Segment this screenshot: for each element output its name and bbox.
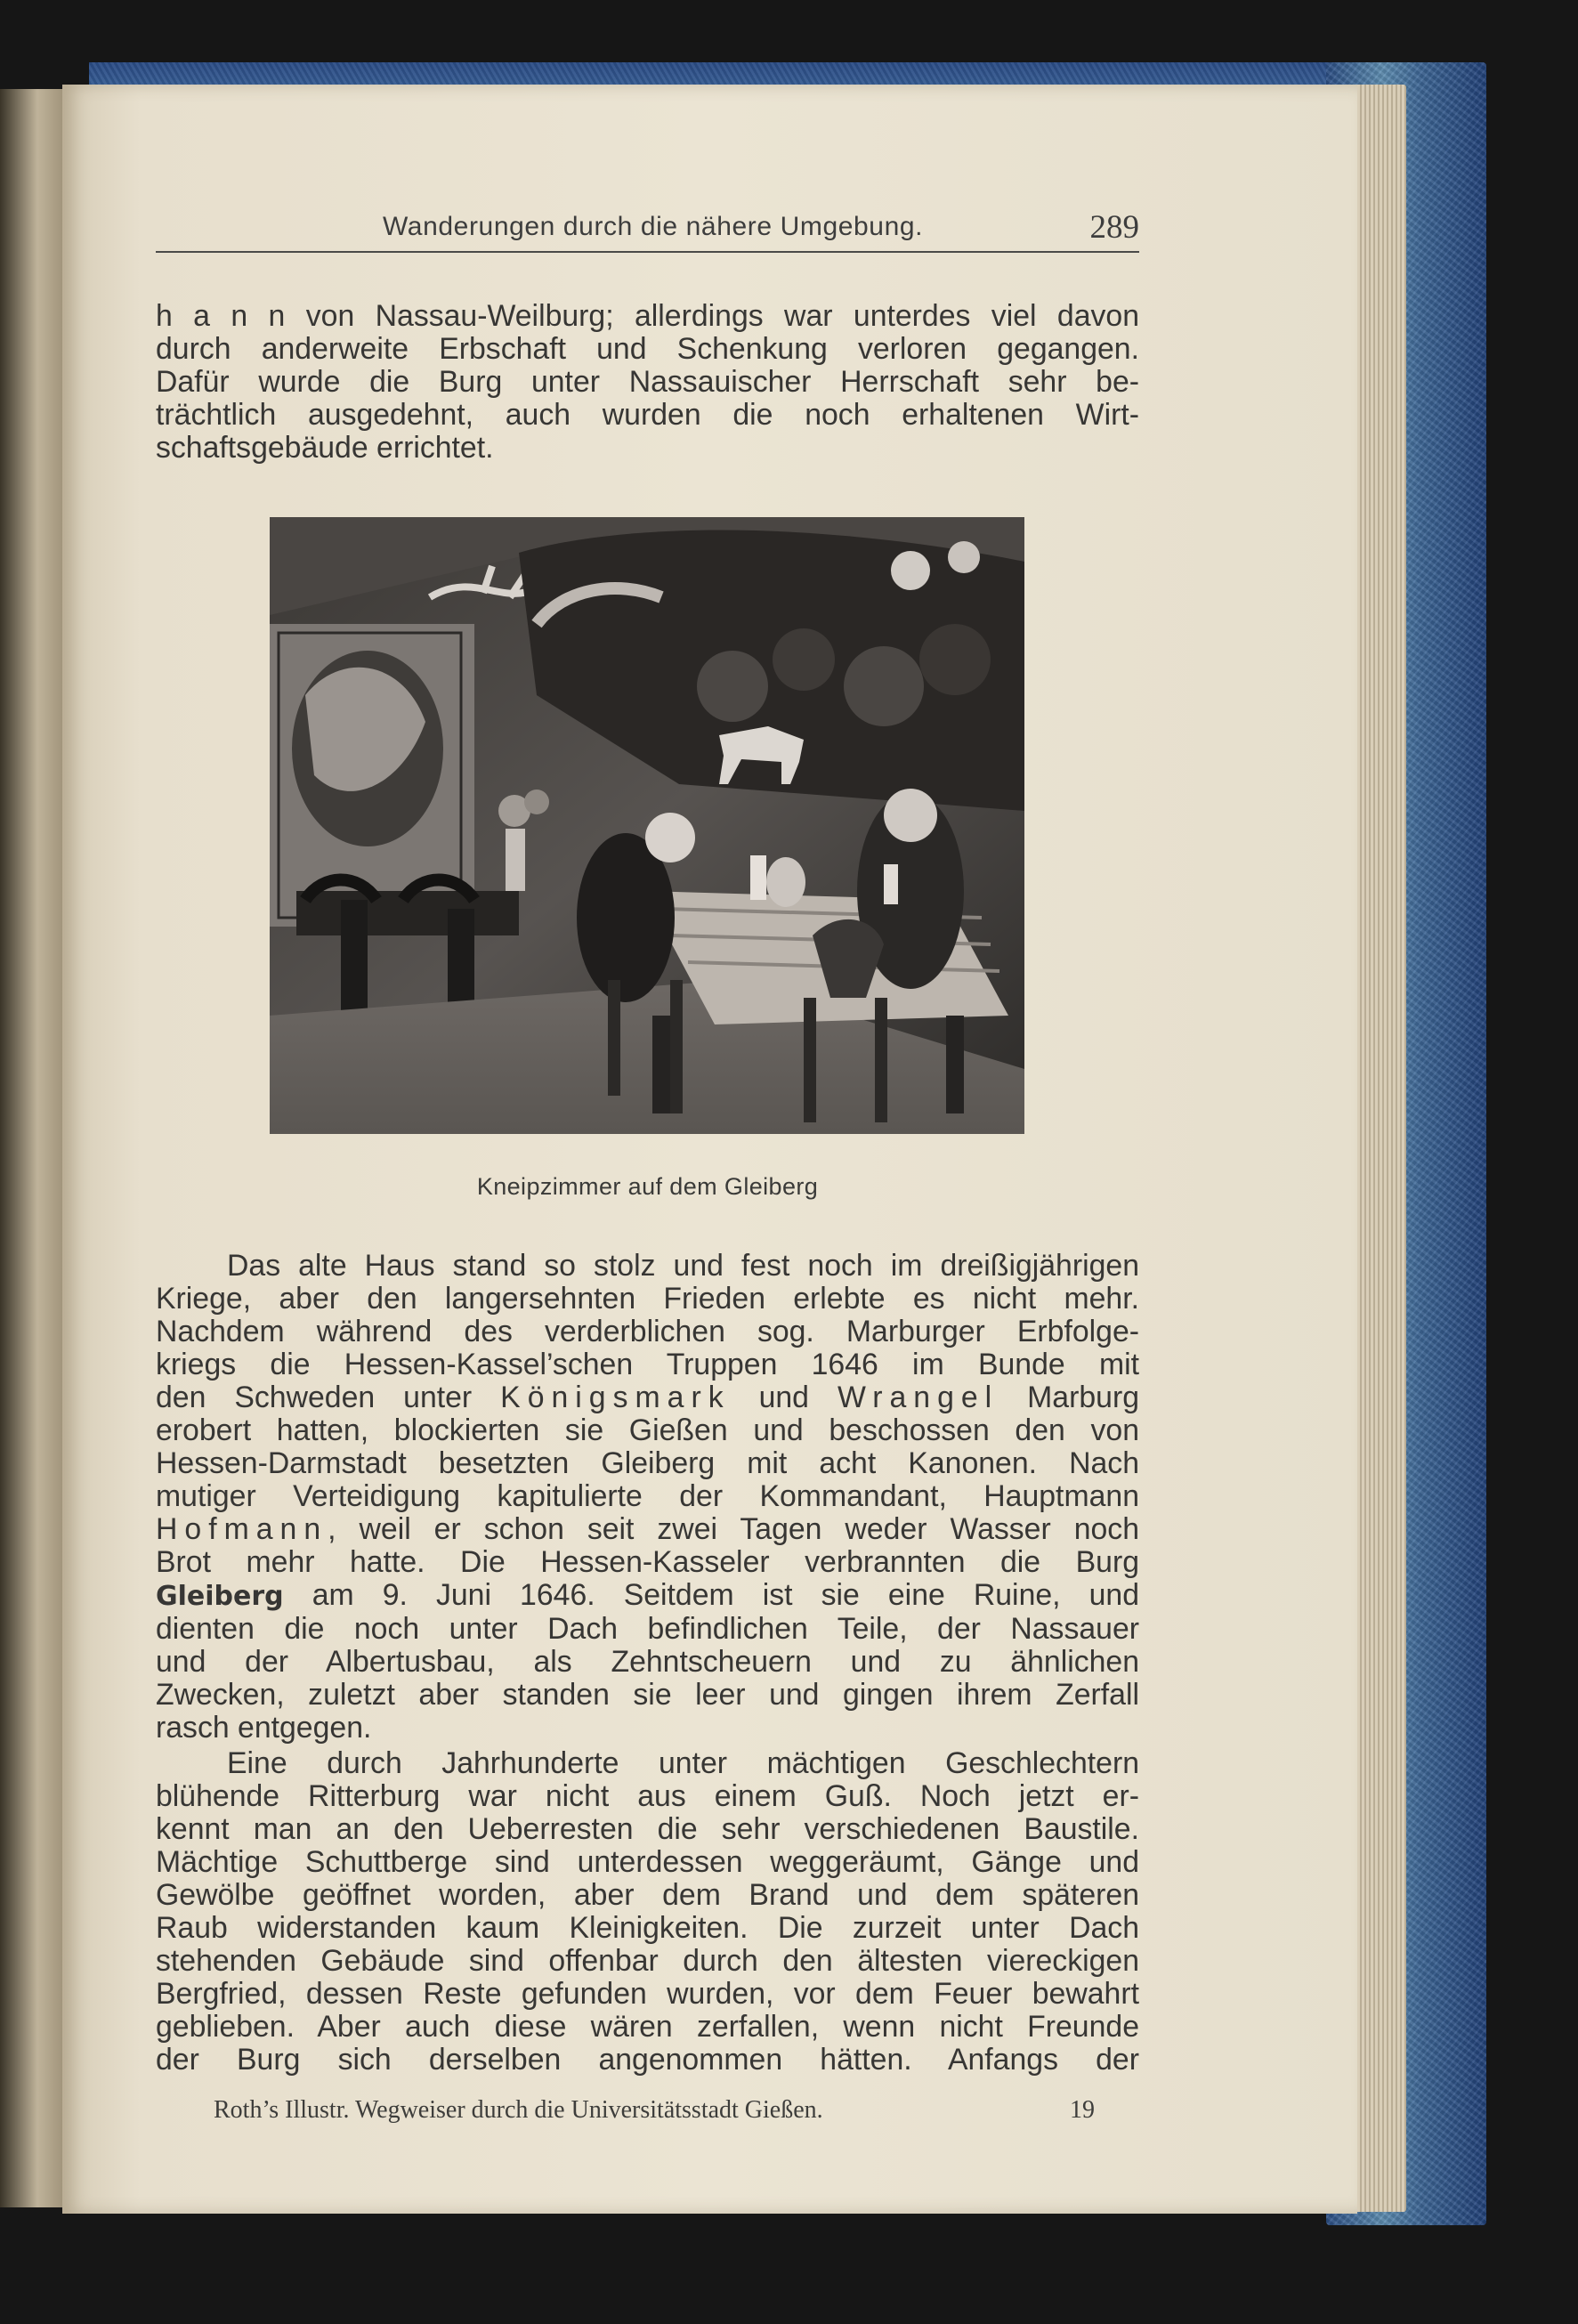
text-line: Bergfried, dessen Reste gefunden wurden, vor dem Feuer bewahrt <box>156 1977 1139 2011</box>
name-wrangel: Wrangel <box>837 1381 999 1414</box>
text-line: erobert hatten, blockierten sie Gießen und beschossen den von <box>156 1413 1139 1447</box>
text-line: Eine durch Jahrhunderte unter mächtigen Geschlechtern <box>227 1746 1139 1780</box>
text-fragment: und <box>758 1381 809 1414</box>
text-line: der Burg sich derselben angenommen hätten. Anfangs der <box>156 2043 1139 2077</box>
name-hofmann: Hofmann <box>156 1512 328 1546</box>
text-line: und der Albertusbau, als Zehntscheuern und zu ähnlichen <box>156 1645 1139 1679</box>
text-line: stehenden Gebäude sind offenbar durch den ältesten viereckigen <box>156 1944 1139 1978</box>
footer-signature-number: 19 <box>1070 2096 1095 2124</box>
facing-page-edge <box>0 89 62 2207</box>
text-line: dienten die noch unter Dach befindlichen Teile, der Nassauer <box>156 1612 1139 1646</box>
text-line: blühende Ritterburg war nicht aus einem Guß. Noch jetzt er- <box>156 1779 1139 1813</box>
text-line: Kriege, aber den langersehnten Frieden erlebte es nicht mehr. <box>156 1282 1139 1316</box>
figure-caption: Kneipzimmer auf dem Gleiberg <box>476 1173 819 1200</box>
text-fragment: , weil er schon seit zwei Tagen weder Wasser noch <box>328 1512 1139 1546</box>
text-fragment: den Schweden unter <box>156 1381 473 1414</box>
text-line: rasch entgegen. <box>156 1711 372 1745</box>
photo-kneipzimmer <box>270 517 1024 1134</box>
text-line: Brot mehr hatte. Die Hessen-Kasseler verbrannten die Burg <box>156 1545 1139 1579</box>
text-line: Mächtige Schuttberge sind unterdessen weggeräumt, Gänge und <box>156 1845 1139 1879</box>
text-line: h a n n von Nassau-Weilburg; allerdings war unterdes viel davon <box>156 299 1139 333</box>
text-line <box>156 1579 1139 1613</box>
name-gleiberg-bold: Gleiberg <box>156 1581 284 1612</box>
text-fragment: Marburg <box>1027 1381 1140 1414</box>
text-line: Raub widerstanden kaum Kleinigkeiten. Die zurzeit unter Dach <box>156 1911 1139 1945</box>
paragraph-ritterburg <box>156 1747 1139 2077</box>
text-line: geblieben. Aber auch diese wären zerfallen, wenn nicht Freunde <box>156 2010 1139 2044</box>
running-head-title: Wanderungen durch die nähere Umgebung. <box>383 212 924 241</box>
text-line: Das alte Haus stand so stolz und fest noch im dreißigjährigen <box>227 1249 1139 1283</box>
text-line: kriegs die Hessen-Kassel’schen Truppen 1646 im Bunde mit <box>156 1348 1139 1381</box>
photo-illustration <box>270 517 1024 1134</box>
page-number: 289 <box>1089 209 1139 246</box>
text-line: durch anderweite Erbschaft und Schenkung verloren gegangen. <box>156 332 1139 366</box>
intro-paragraph <box>156 300 1139 465</box>
text-line <box>156 1381 1139 1414</box>
text-line: Hessen-Darmstadt besetzten Gleiberg mit acht Kanonen. Nach <box>156 1446 1139 1480</box>
text-line: Nachdem während des verderblichen sog. Marburger Erbfolge- <box>156 1315 1139 1348</box>
text-line: Zwecken, zuletzt aber standen sie leer und gingen ihrem Zerfall <box>156 1678 1139 1712</box>
page-footer <box>214 2096 1095 2132</box>
text-fragment: am 9. Juni 1646. Seitdem ist sie eine Ruine, und <box>312 1578 1140 1612</box>
footer-book-title: Roth’s Illustr. Wegweiser durch die Universitätsstadt Gießen. <box>214 2096 823 2124</box>
running-head <box>156 210 1139 253</box>
text-line: Dafür wurde die Burg unter Nassauischer Herrschaft sehr be- <box>156 365 1139 399</box>
text-line: schaftsgebäude errichtet. <box>156 431 494 465</box>
text-line: Gewölbe geöffnet worden, aber dem Brand und dem späteren <box>156 1878 1139 1912</box>
text-line: trächtlich ausgedehnt, auch wurden die noch erhaltenen Wirt- <box>156 398 1139 432</box>
text-line: mutiger Verteidigung kapitulierte der Kommandant, Hauptmann <box>156 1479 1139 1513</box>
text-line <box>156 1513 1139 1546</box>
paragraph-dreissigjaehriger-krieg <box>156 1250 1139 1745</box>
text-line: kennt man an den Ueberresten die sehr verschiedenen Baustile. <box>156 1812 1139 1846</box>
name-koenigsmark: Königsmark <box>500 1381 731 1414</box>
